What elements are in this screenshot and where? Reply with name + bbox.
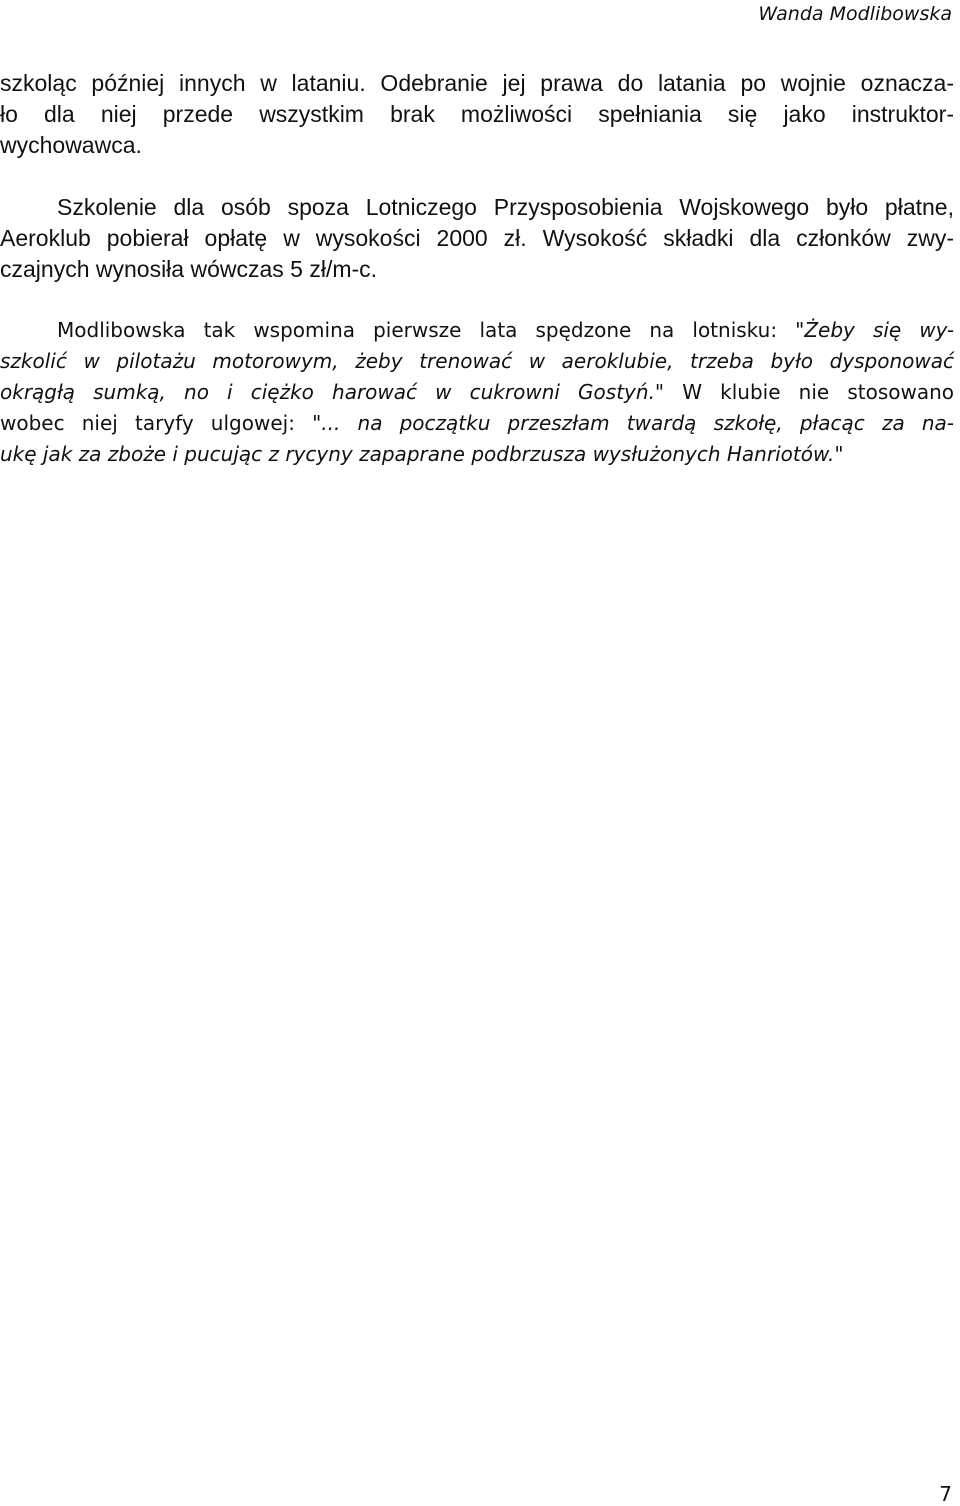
paragraph-3-line-1: [0, 315, 954, 345]
quote-text: "Żeby się wy-: [795, 318, 954, 342]
paragraph-2-line-3: czajnych wynosiła wówczas 5 zł/m-c.: [0, 256, 378, 282]
page-number: 7: [939, 1482, 952, 1506]
paragraph-3-text: W klubie nie stosowano: [664, 380, 955, 404]
paragraph-3-line-5: ukę jak za zboże i pucując z rycyny zapaprane podbrzusza wysłużonych Hanriotów.": [0, 442, 844, 466]
paragraph-3-line-4: [0, 408, 954, 438]
paragraph-2-line-2: Aeroklub pobierał opłatę w wysokości 2000 zł. Wysokość składki dla członków zwy-: [0, 225, 954, 251]
paragraph-1-line-3: wychowawca.: [0, 132, 142, 158]
paragraph-2-line-1: Szkolenie dla osób spoza Lotniczego Przysposobienia Wojskowego było płatne,: [57, 194, 954, 220]
paragraph-3-line-2: szkolić w pilotażu motorowym, żeby trenować w aeroklubie, trzeba było dysponować: [0, 349, 954, 373]
paragraph-1-line-2: ło dla niej przede wszystkim brak możliwości spełniania się jako instruktor-: [0, 101, 954, 127]
paragraph-3-text: Modlibowska tak wspomina pierwsze lata spędzone na lotnisku:: [57, 318, 796, 342]
quote-text: okrągłą sumką, no i ciężko harować w cukrowni Gostyń.": [0, 380, 665, 404]
paragraph-3-line-3: [0, 377, 954, 407]
running-header-author: Wanda Modlibowska: [758, 3, 952, 25]
paragraph-1-line-1: szkoląc później innych w lataniu. Odebranie jej prawa do latania po wojnie oznacza-: [0, 70, 954, 96]
quote-text: "... na początku przeszłam twardą szkołę, płacąc za na-: [312, 411, 955, 435]
paragraph-3-text: wobec niej taryfy ulgowej:: [0, 411, 313, 435]
